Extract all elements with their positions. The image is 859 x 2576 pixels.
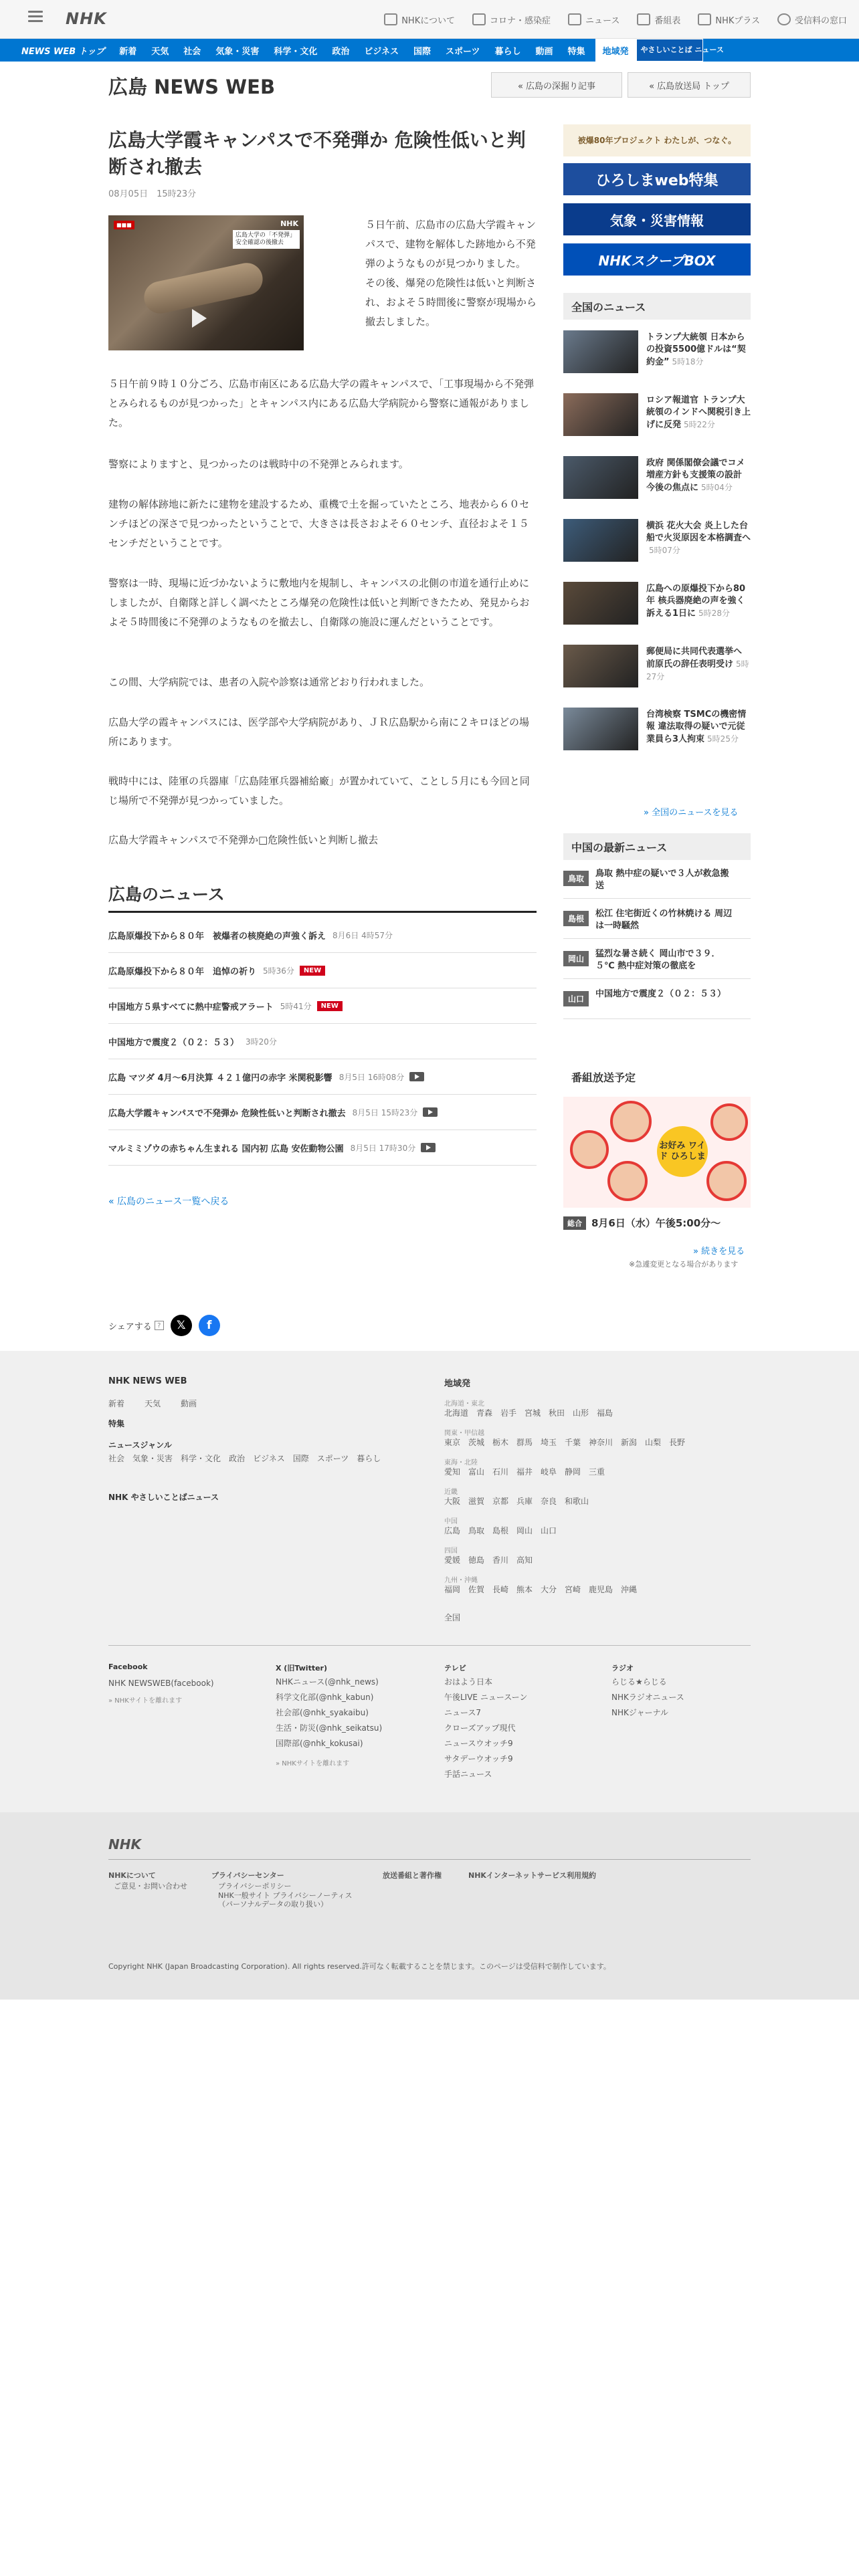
top-link-label: NHKプラス xyxy=(715,15,760,26)
program-image[interactable] xyxy=(563,1097,751,1208)
nav-item-sports[interactable]: スポーツ xyxy=(446,46,480,57)
nav-item-business[interactable]: ビジネス xyxy=(364,46,399,57)
news-thumbnail xyxy=(563,456,638,499)
local-news-date: 3時20分 xyxy=(246,1037,277,1047)
article-paragraph: 戦時中には、陸軍の兵器庫「広島陸軍兵器補給廠」が置かれていて、ことし５月にも今回と同じ場所で不発弾が見つかっていました。 xyxy=(108,775,530,807)
article-date: 08月05日 15時23分 xyxy=(108,189,197,199)
footer-x-link[interactable]: 社会部(@nhk_syakaibu) xyxy=(276,1708,369,1717)
footer-bottom-link[interactable]: NHKについて xyxy=(108,1871,156,1880)
footer-x-link[interactable]: 科学文化部(@nhk_kabun) xyxy=(276,1693,374,1702)
top-link-label: ニュース xyxy=(585,15,620,26)
local-news-item[interactable] xyxy=(108,918,537,953)
footer-radio-heading: ラジオ xyxy=(611,1664,634,1673)
footer-region-area: 東海・北陸 xyxy=(444,1459,478,1467)
external-note: » NHKサイトを離れます xyxy=(108,1697,183,1705)
national-news-title xyxy=(646,583,751,620)
article-lead: ５日午前、広島市の広島大学霞キャンパスで、建物を解体した跡地から不発弾のようなものが見つかりました。 その後、爆発の危険性は低いと判断され、およそ５時間後に警察が現場から撤去しました。 xyxy=(365,219,537,328)
footer-x-link[interactable]: NHKニュース(@nhk_news) xyxy=(276,1677,379,1687)
national-news-headline: ロシア報道官 トランプ大統領のインドへ関税引き上げに反発 xyxy=(646,395,751,430)
nav-item-easy-news[interactable]: やさしいことば ニュース xyxy=(636,39,703,62)
host-photo xyxy=(610,1101,652,1142)
national-news-date: 5時07分 xyxy=(649,546,680,555)
back-to-local-news-link[interactable]: « 広島のニュース一覧へ戻る xyxy=(108,1196,229,1207)
footer-region-prefectures[interactable]: 愛媛 徳島 香川 高知 xyxy=(444,1555,533,1565)
banner-hiroshima-web-feature[interactable]: ひろしまweb特集 xyxy=(563,163,751,195)
footer-nhk-logo[interactable]: NHK xyxy=(108,1836,141,1852)
footer-region-area: 関東・甲信越 xyxy=(444,1430,484,1437)
news-thumbnail xyxy=(563,708,638,750)
footer-easy-news-link[interactable]: NHK やさしいことばニュース xyxy=(108,1493,219,1502)
facebook-share-icon[interactable]: f xyxy=(199,1315,220,1336)
footer-tv-link[interactable]: ニュースウオッチ9 xyxy=(444,1739,513,1748)
article-paragraph: 警察は一時、現場に近づかないように敷地内を規制し、キャンパスの北側の市道を通行止めにしましたが、自衛隊と詳しく調べたところ爆発の危険性は低いと判断できたため、発見からおよそ５時間後に不発弾のようなものを撤去し、自衛隊の施設に運んだということです。 xyxy=(108,577,530,628)
footer-region-prefectures[interactable]: 福岡 佐賀 長崎 熊本 大分 宮崎 鹿児島 沖縄 xyxy=(444,1585,638,1594)
news-thumbnail xyxy=(563,393,638,436)
host-photo xyxy=(710,1103,748,1141)
footer-site-title[interactable]: NHK NEWS WEB xyxy=(108,1376,187,1386)
chugoku-news-title: 松江 住宅街近くの竹林焼ける 周辺は一時騒然 xyxy=(595,909,733,931)
chugoku-news-item[interactable] xyxy=(563,908,751,939)
national-news-item[interactable] xyxy=(563,582,751,630)
nav-item-life[interactable]: 暮らし xyxy=(494,46,521,57)
national-news-item[interactable] xyxy=(563,519,751,567)
channel-badge: 総合 xyxy=(563,1216,586,1230)
nav-item-regional[interactable]: 地域発 xyxy=(595,39,636,62)
footer-genre-link[interactable]: 国際 xyxy=(292,1454,309,1463)
nav-item-science[interactable]: 科学・文化 xyxy=(274,46,318,57)
top-link-label: 番組表 xyxy=(654,15,681,26)
footer-bottom-link[interactable]: 放送番組と著作権 xyxy=(383,1871,442,1880)
footer-bottom-link[interactable]: NHK一般サイト プライバシーノーティス（パーソナルデータの取り扱い） xyxy=(218,1891,353,1909)
national-news-title xyxy=(646,332,751,368)
banner-weather-disaster[interactable]: 気象・災害情報 xyxy=(563,203,751,235)
program-logo: お好み ワイド ひろしま xyxy=(657,1126,708,1177)
footer-genre-link[interactable]: 社会 xyxy=(108,1454,125,1463)
copyright: Copyright NHK (Japan Broadcasting Corporation). All rights reserved.許可なく転載することを禁じます。このページは受信料で制作しています。 xyxy=(108,1962,611,1971)
footer-region-prefectures[interactable]: 大阪 滋賀 京都 兵庫 奈良 和歌山 xyxy=(444,1497,589,1506)
national-news-date: 5時25分 xyxy=(707,734,739,744)
local-news-item[interactable] xyxy=(108,953,537,988)
program-note: ※急遽変更となる場合があります xyxy=(629,1260,739,1269)
footer-bottom-link[interactable]: NHKインターネットサービス利用規約 xyxy=(468,1871,596,1880)
video-caption: 広島大学の「不発弾」 安全確認の後撤去 xyxy=(233,230,300,249)
video-icon xyxy=(409,1072,424,1081)
news-thumbnail xyxy=(563,645,638,687)
national-news-headline: 横浜 花火大会 炎上した台船で火災原因を本格調査へ xyxy=(646,521,751,543)
footer-genre-link[interactable]: 政治 xyxy=(229,1454,246,1463)
footer-region-area: 北海道・東北 xyxy=(444,1400,484,1408)
region-badge: 島根 xyxy=(563,911,589,926)
region-badge: 岡山 xyxy=(563,951,589,966)
person-icon xyxy=(777,13,791,25)
nav-item-society[interactable]: 社会 xyxy=(183,46,201,57)
footer-regional-heading: 地域発 xyxy=(444,1379,471,1389)
national-news-item[interactable] xyxy=(563,330,751,379)
divider xyxy=(108,911,537,913)
footer-region-area: 四国 xyxy=(444,1547,458,1555)
footer-facebook-link[interactable]: NHK NEWSWEB(facebook) xyxy=(108,1679,214,1688)
nav-item-feature[interactable]: 特集 xyxy=(567,46,585,57)
feature-articles-button[interactable]: « 広島の深掘り記事 xyxy=(491,72,622,98)
share-bar xyxy=(108,1315,220,1336)
national-news-title xyxy=(646,520,751,557)
local-news-date: 8月5日 16時08分 xyxy=(339,1072,405,1082)
national-news-title xyxy=(646,646,751,683)
footer-link[interactable]: 新着 xyxy=(108,1399,125,1408)
program-schedule xyxy=(563,1216,721,1230)
footer-radio-link[interactable]: NHKラジオニュース xyxy=(611,1693,684,1702)
national-news-title xyxy=(646,457,751,494)
footer-bottom-link[interactable]: プライバシーポリシー xyxy=(218,1882,292,1891)
program-more-link[interactable]: » 続きを見る xyxy=(693,1247,745,1257)
main-nav xyxy=(0,39,859,62)
footer-radio-link[interactable]: らじる★らじる xyxy=(611,1677,667,1687)
local-news-title: 中国地方５県すべてに熱中症警戒アラート xyxy=(108,1002,274,1012)
nhk-icon xyxy=(384,13,397,25)
news-thumbnail xyxy=(563,582,638,625)
divider xyxy=(108,1859,751,1860)
footer-genre-links xyxy=(108,1453,403,1464)
local-news-title: 広島大学霞キャンパスで不発弾か 危険性低いと判断され撤去 xyxy=(108,1108,346,1119)
local-news-date: 8月6日 4時57分 xyxy=(332,930,393,940)
host-photo xyxy=(706,1161,747,1201)
footer-link[interactable]: 動画 xyxy=(181,1399,197,1408)
nav-item-weather[interactable]: 天気 xyxy=(151,46,169,57)
footer-genre-link[interactable]: 気象・災害 xyxy=(132,1454,173,1463)
footer-facebook-heading: Facebook xyxy=(108,1662,148,1671)
top-bar xyxy=(0,0,859,39)
local-news-title: 広島原爆投下から８０年 被爆者の核廃絶の声強く訴え xyxy=(108,931,326,942)
share-label: シェアする xyxy=(108,1321,152,1332)
nav-item-politics[interactable]: 政治 xyxy=(332,46,350,57)
local-news-heading: 広島のニュース xyxy=(108,885,225,904)
footer xyxy=(0,1351,859,1812)
region-badge: 山口 xyxy=(563,991,589,1006)
national-news-title xyxy=(646,709,751,746)
footer-tv-link[interactable]: 午後LIVE ニュースーン xyxy=(444,1693,528,1702)
local-news-item[interactable] xyxy=(108,1095,537,1130)
chugoku-news-title: 中国地方で震度２（０２：５３） xyxy=(595,989,727,999)
news-thumbnail xyxy=(563,519,638,562)
national-news-headline: 広島への原爆投下から80年 核兵器廃絶の声を強く訴える1日に xyxy=(646,584,746,619)
top-link-news[interactable] xyxy=(568,13,619,26)
play-icon[interactable] xyxy=(192,309,207,328)
x-share-icon[interactable]: 𝕏 xyxy=(171,1315,192,1336)
local-news-date: 5時41分 xyxy=(280,1001,312,1011)
national-news-item[interactable] xyxy=(563,645,751,693)
local-news-item[interactable] xyxy=(108,1130,537,1166)
menu-icon[interactable] xyxy=(28,11,43,23)
national-news-date: 5時22分 xyxy=(684,420,715,429)
tv-icon xyxy=(698,13,711,25)
top-link-schedule[interactable] xyxy=(637,13,680,26)
region-badge: 鳥取 xyxy=(563,871,589,886)
banner-scoop-box[interactable]: NHKスクープBOX xyxy=(563,243,751,276)
article-paragraph: ５日午前９時１０分ごろ、広島市南区にある広島大学の霞キャンパスで、「工事現場から不発弾とみられるものが見つかった」とキャンパス内にある広島大学病院から警察に通報がありました。 xyxy=(108,378,535,429)
local-news-date: 8月5日 15時23分 xyxy=(352,1107,418,1117)
chugoku-news-title: 猛烈な暑さ続く 岡山市で３９．５℃ 熱中症対策の徹底を xyxy=(595,949,721,971)
footer-region-prefectures[interactable]: 愛知 富山 石川 福井 岐阜 静岡 三重 xyxy=(444,1467,605,1477)
national-news-heading: 全国のニュース xyxy=(563,293,751,320)
top-link-corona[interactable] xyxy=(472,13,551,26)
host-photo xyxy=(607,1161,648,1201)
article-paragraph: この間、大学病院では、患者の入院や診察は通常どおり行われました。 xyxy=(108,676,430,688)
footer-region-prefectures[interactable]: 北海道 青森 岩手 宮城 秋田 山形 福島 xyxy=(444,1408,613,1418)
footer-tv-links xyxy=(444,1675,527,1782)
divider xyxy=(108,1645,751,1646)
footer-tv-link[interactable]: クローズアップ現代 xyxy=(444,1723,516,1733)
help-icon[interactable]: ? xyxy=(155,1321,164,1330)
nav-item-international[interactable]: 国際 xyxy=(413,46,431,57)
article-paragraph: 広島大学霞キャンパスで不発弾か□危険性低いと判断し撤去 xyxy=(108,834,379,846)
chugoku-news-heading: 中国の最新ニュース xyxy=(563,833,751,860)
local-news-item[interactable] xyxy=(108,988,537,1024)
national-news-date: 5時27分 xyxy=(646,659,749,681)
footer-bottom-link[interactable]: プライバシーセンター xyxy=(211,1871,284,1880)
footer-tv-link[interactable]: サタデーウオッチ9 xyxy=(444,1754,513,1763)
footer-genre-link[interactable]: ビジネス xyxy=(253,1454,285,1463)
station-top-button[interactable]: « 広島放送局 トップ xyxy=(628,72,751,98)
footer-genre-link[interactable]: 暮らし xyxy=(357,1454,381,1463)
national-news-headline: 郵便局に共同代表選挙へ 前原氏の辞任表明受け xyxy=(646,647,743,669)
top-link-fee[interactable] xyxy=(777,13,847,26)
nav-item-disaster[interactable]: 気象・災害 xyxy=(215,46,260,57)
footer-genre-link[interactable]: スポーツ xyxy=(316,1454,349,1463)
schedule-icon xyxy=(637,13,650,25)
national-news-item[interactable] xyxy=(563,708,751,756)
national-news-item[interactable] xyxy=(563,456,751,504)
news-thumbnail xyxy=(563,330,638,373)
national-news-headline: 台湾検察 TSMCの機密情報 違法取得の疑いで元従業員ら3人拘束 xyxy=(646,710,747,744)
host-photo xyxy=(570,1130,609,1169)
article-paragraph: 建物の解体跡地に新たに建物を建設するため、重機で土を掘っていたところ、地表から６０センチほどの深さで見つかったということで、大きさは長さおよそ６０センチ、直径およそ１５センチだということです。 xyxy=(108,498,530,549)
site-title: 広島 NEWS WEB xyxy=(108,76,276,98)
footer-feature-link[interactable]: 特集 xyxy=(108,1419,125,1428)
footer-tv-link[interactable]: おはよう日本 xyxy=(444,1677,493,1687)
footer-x-heading: X (旧Twitter) xyxy=(276,1664,327,1673)
external-note: » NHKサイトを離れます xyxy=(276,1760,350,1767)
new-badge: NEW xyxy=(300,966,325,976)
nav-item-new[interactable]: 新着 xyxy=(119,46,137,57)
footer-x-link[interactable]: 国際部(@nhk_kokusai) xyxy=(276,1739,363,1748)
national-news-date: 5時04分 xyxy=(701,483,733,492)
local-news-title: 広島原爆投下から８０年 追悼の祈り xyxy=(108,966,257,977)
national-news-date: 5時18分 xyxy=(672,357,704,366)
top-link-label: 受信料の窓口 xyxy=(794,15,847,26)
top-links xyxy=(367,0,847,39)
national-news-headline: トランプ大統領 日本からの投資5500億ドルは“契約金” xyxy=(646,332,746,367)
national-news-headline: 政府 関係閣僚会議でコメ増産方針も支援策の設計 今後の焦点に xyxy=(646,458,745,493)
video-icon xyxy=(423,1107,438,1117)
footer-genre-link[interactable]: 科学・文化 xyxy=(181,1454,221,1463)
top-link-label: NHKについて xyxy=(401,15,455,26)
nav-item-top[interactable]: NEWS WEB トップ xyxy=(21,46,105,57)
local-news-item[interactable] xyxy=(108,1059,537,1095)
top-link-label: コロナ・感染症 xyxy=(489,15,551,26)
video-icon xyxy=(421,1143,436,1152)
nhk-logo[interactable]: NHK xyxy=(66,9,107,28)
nav-item-video[interactable]: 動画 xyxy=(535,46,553,57)
local-news-date: 8月5日 17時30分 xyxy=(350,1143,416,1153)
article-paragraph: 広島大学の霞キャンパスには、医学部や大学病院があり、ＪＲ広島駅から南に２キロほどの場所にあります。 xyxy=(108,716,529,748)
footer-region-prefectures[interactable]: 広島 鳥取 島根 岡山 山口 xyxy=(444,1526,557,1535)
footer-radio-link[interactable]: NHKジャーナル xyxy=(611,1708,669,1717)
footer-region-prefectures[interactable]: 東京 茨城 栃木 群馬 埼玉 千葉 神奈川 新潟 山梨 長野 xyxy=(444,1438,686,1447)
banner-80th-project[interactable]: 被爆80年プロジェクト わたしが、つなぐ。 xyxy=(563,124,751,156)
live-tag: ■■■ xyxy=(114,221,134,229)
chugoku-news-item[interactable] xyxy=(563,948,751,979)
footer-tv-link[interactable]: 手話ニュース xyxy=(444,1769,492,1779)
article-paragraph: 警察によりますと、見つかったのは戦時中の不発弾とみられます。 xyxy=(108,458,409,470)
footer-bottom xyxy=(0,1812,859,2000)
virus-icon xyxy=(472,13,486,25)
footer-x-links xyxy=(276,1675,382,1751)
chugoku-news-item[interactable] xyxy=(563,988,751,1019)
article-video-thumbnail[interactable] xyxy=(108,215,304,350)
chugoku-news-title: 鳥取 熱中症の疑いで３人が救急搬送 xyxy=(595,869,729,891)
footer-bottom-link[interactable]: ご意見・お問い合わせ xyxy=(114,1882,187,1891)
nhk-watermark: NHK xyxy=(280,219,298,228)
footer-region-area: 近畿 xyxy=(444,1489,458,1496)
footer-region-area: 九州・沖縄 xyxy=(444,1577,478,1584)
local-news-title: 広島 マツダ 4月〜6月決算 ４２１億円の赤字 米関税影響 xyxy=(108,1073,332,1083)
national-news-title xyxy=(646,395,751,431)
unexploded-bomb-image xyxy=(141,260,266,316)
footer-x-link[interactable]: 生活・防災(@nhk_seikatsu) xyxy=(276,1723,383,1733)
local-news-title: 中国地方で震度２（０２：５３） xyxy=(108,1037,240,1048)
footer-tv-heading: テレビ xyxy=(444,1664,466,1673)
footer-link[interactable]: 天気 xyxy=(145,1399,161,1408)
top-link-about[interactable] xyxy=(384,13,455,26)
footer-all-regions-link[interactable]: 全国 xyxy=(444,1613,461,1622)
footer-genre-heading: ニュースジャンル xyxy=(108,1440,172,1450)
footer-main-links xyxy=(108,1398,197,1409)
top-link-plus[interactable] xyxy=(698,13,760,26)
national-news-date: 5時28分 xyxy=(698,609,730,618)
local-news-date: 5時36分 xyxy=(263,966,294,976)
local-news-item[interactable] xyxy=(108,1024,537,1059)
footer-radio-links xyxy=(611,1675,684,1721)
article-title: 広島大学霞キャンパスで不発弾か 危険性低いと判断され撤去 xyxy=(108,129,526,178)
program-heading: 番組放送予定 xyxy=(563,1063,751,1090)
chugoku-news-item[interactable] xyxy=(563,868,751,899)
national-news-more-link[interactable]: » 全国のニュースを見る xyxy=(644,808,739,818)
news-icon xyxy=(568,13,581,25)
footer-tv-link[interactable]: ニュース7 xyxy=(444,1708,482,1717)
national-news-item[interactable] xyxy=(563,393,751,441)
footer-region-area: 中国 xyxy=(444,1518,458,1525)
new-badge: NEW xyxy=(317,1001,343,1011)
local-news-title: マルミミゾウの赤ちゃん生まれる 国内初 広島 安佐動物公園 xyxy=(108,1144,344,1154)
program-time: 8月6日（水）午後5:00分〜 xyxy=(591,1217,721,1229)
